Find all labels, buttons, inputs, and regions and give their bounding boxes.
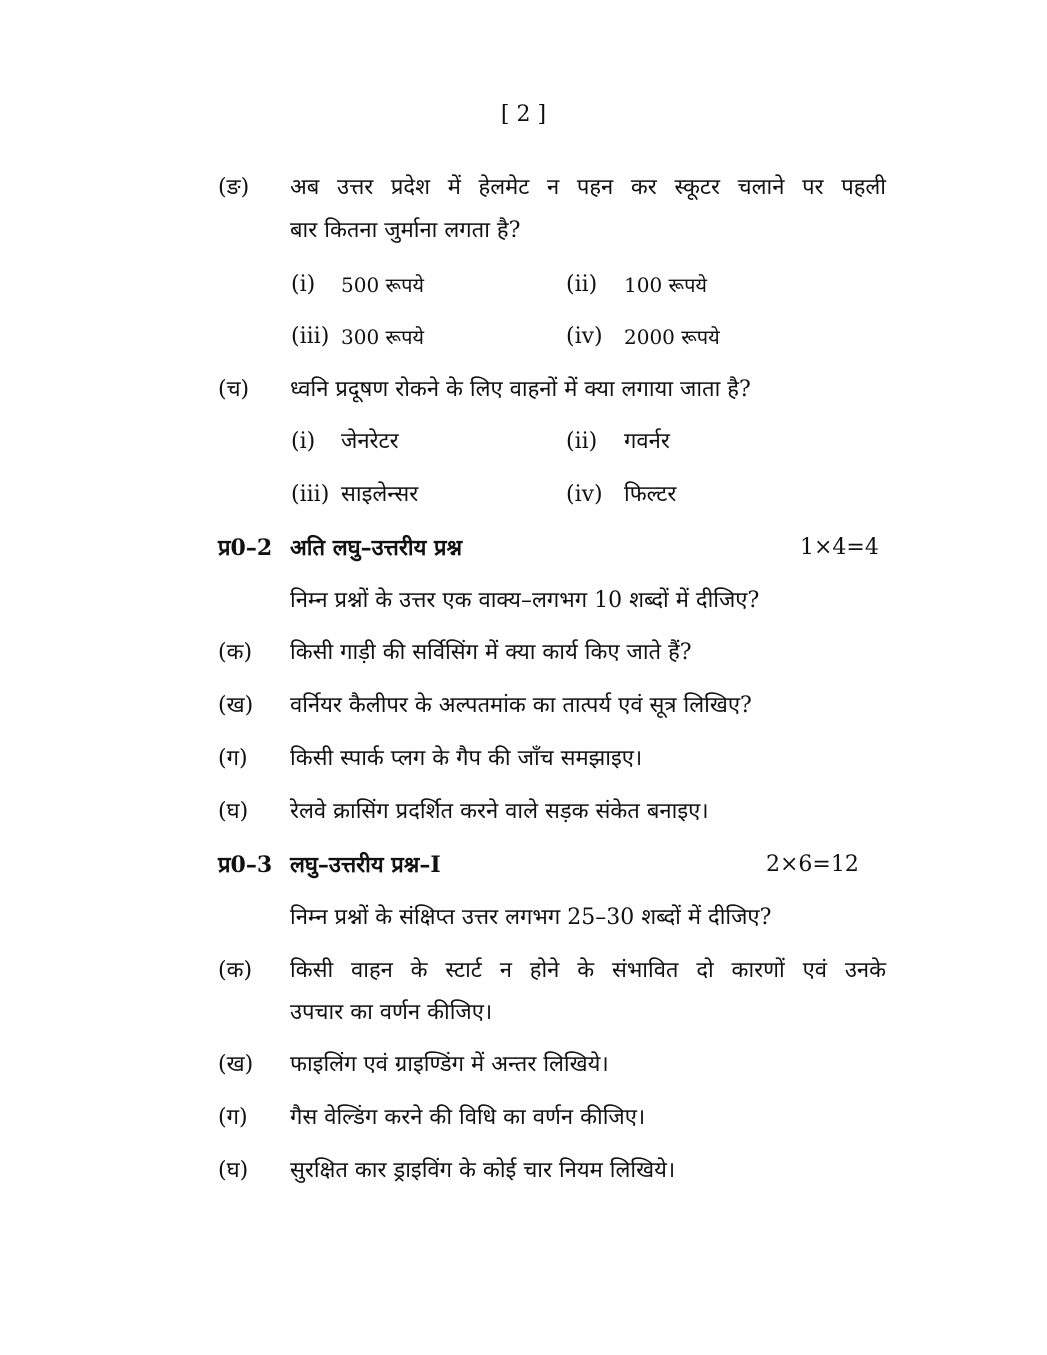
option-number: (ii) [566, 429, 598, 454]
option-number: (ii) [566, 272, 598, 297]
option-text: 100 रूपये [624, 273, 708, 297]
question-label: (ग) [218, 746, 248, 771]
option-number: (iv) [566, 324, 603, 349]
question-text: सुरक्षित कार ड्राइविंग के कोई चार नियम लिखिये। [290, 1158, 676, 1183]
section-marks: 1×4=4 [800, 535, 879, 560]
section-instruction: निम्न प्रश्नों के संक्षिप्त उत्तर लगभग 25–30 शब्दों में दीजिए? [290, 905, 772, 930]
question-text: किसी वाहन के स्टार्ट न होने के संभावित दो कारणों एवं उनके [290, 958, 886, 983]
option-number: (iv) [566, 482, 603, 507]
question-text: अब उत्तर प्रदेश में हेलमेट न पहन कर स्कूटर चलाने पर पहली [290, 175, 886, 200]
section-label: प्र0–2 [218, 535, 273, 561]
option-text: जेनरेटर [341, 429, 399, 454]
section-title: लघु–उत्तरीय प्रश्न–I [290, 852, 441, 878]
question-text: किसी गाड़ी की सर्विसिंग में क्या कार्य किए जाते हैं? [290, 640, 692, 665]
question-text: वर्नियर कैलीपर के अल्पतमांक का तात्पर्य एवं सूत्र लिखिए? [290, 693, 752, 718]
question-text: किसी स्पार्क प्लग के गैप की जाँच समझाइए। [290, 746, 643, 771]
question-text: गैस वेल्डिंग करने की विधि का वर्णन कीजिए। [290, 1105, 646, 1130]
question-text: उपचार का वर्णन कीजिए। [290, 1000, 493, 1025]
option-number: (iii) [291, 482, 330, 507]
option-text: 300 रूपये [341, 325, 425, 349]
question-label: (ख) [218, 1052, 254, 1077]
question-label: (क) [218, 958, 253, 983]
question-text: रेलवे क्रासिंग प्रदर्शित करने वाले सड़क संकेत बनाइए। [290, 799, 709, 824]
option-text: 500 रूपये [341, 273, 425, 297]
option-text: 2000 रूपये [624, 325, 720, 349]
question-text: फाइलिंग एवं ग्राइण्डिंग में अन्तर लिखिये। [290, 1052, 609, 1077]
option-text: गवर्नर [624, 429, 670, 454]
option-text: फिल्टर [624, 482, 677, 507]
option-text: साइलेन्सर [341, 482, 419, 507]
question-label: (ख) [218, 693, 254, 718]
question-label: (घ) [218, 1158, 249, 1183]
question-text: बार कितना जुर्माना लगता है? [290, 218, 521, 243]
section-marks: 2×6=12 [766, 852, 859, 877]
page-number: [ 2 ] [500, 102, 547, 127]
option-number: (i) [291, 272, 316, 297]
question-label: (ङ) [218, 175, 250, 200]
option-number: (i) [291, 429, 316, 454]
option-number: (iii) [291, 324, 330, 349]
question-label: (ग) [218, 1105, 248, 1130]
question-text: ध्वनि प्रदूषण रोकने के लिए वाहनों में क्या लगाया जाता है? [290, 377, 751, 402]
question-label: (क) [218, 640, 253, 665]
section-title: अति लघु–उत्तरीय प्रश्न [290, 535, 463, 561]
section-label: प्र0–3 [218, 852, 273, 878]
question-label: (घ) [218, 799, 249, 824]
question-label: (च) [218, 377, 250, 402]
section-instruction: निम्न प्रश्नों के उत्तर एक वाक्य–लगभग 10 शब्दों में दीजिए? [290, 588, 760, 613]
